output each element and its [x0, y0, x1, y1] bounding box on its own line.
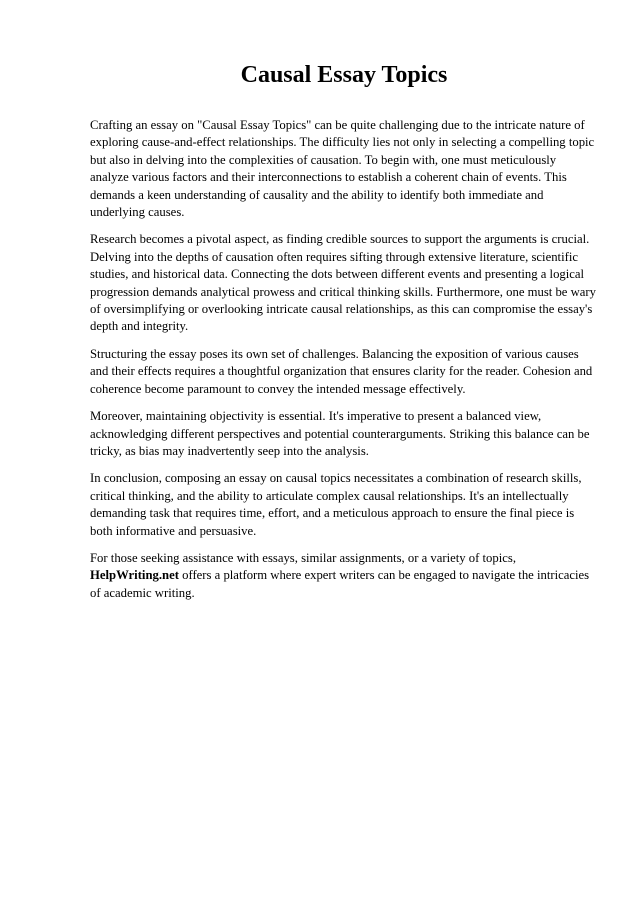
closing-outro-text: offers a platform where expert writers can be engaged to navigate the intricacies of academic writing.	[90, 568, 590, 600]
paragraph-objectivity: Moreover, maintaining objectivity is essential. It's imperative to present a balanced view, acknowledging different perspectives and potential counterarguments. Striking this balance can be tricky, as bias may inadvertently seep into the analysis.	[90, 409, 590, 458]
paragraph-conclusion: In conclusion, composing an essay on causal topics necessitates a combination of research skills, critical thinking, and the ability to articulate complex causal relationships. It's an intellectually demanding task that requires time, effort, and a meticulous approach to ensure the final piece is both informative and persuasive.	[90, 471, 582, 538]
paragraph-closing	[90, 550, 596, 602]
paragraph-structure: Structuring the essay poses its own set of challenges. Balancing the exposition of various causes and their effects requires a thoughtful organization that ensures clarity for the reader. Cohesion and coherence become paramount to convey the intended message effectively.	[90, 346, 593, 396]
brand-name: HelpWriting.net	[90, 568, 179, 583]
page-title: Causal Essay Topics	[240, 62, 448, 88]
paragraph-research: Research becomes a pivotal aspect, as finding credible sources to support the arguments is crucial. Delving into the depths of causation often requires sifting through extensive literature, scientific studies, and historical data. Connecting the dots between different events and presenting a logical progression demands analytical prowess and critical thinking skills. Furthermore, one must be wary of oversimplifying or overlooking intricate causal relationships, as this can compromise the essay's depth and integrity.	[90, 232, 596, 334]
document-body	[90, 117, 596, 612]
paragraph-intro: Crafting an essay on "Causal Essay Topics" can be quite challenging due to the intricate nature of exploring cause-and-effect relationships. The difficulty lies not only in selecting a compelling topic but also in delving into the complexities of causation. To begin with, one must meticulously analyze various factors and their interconnections to establish a coherent chain of events. This demands a keen understanding of causality and the ability to identify both immediate and underlying causes.	[90, 118, 595, 220]
closing-intro-text: For those seeking assistance with essays, similar assignments, or a variety of topics,	[90, 550, 517, 565]
